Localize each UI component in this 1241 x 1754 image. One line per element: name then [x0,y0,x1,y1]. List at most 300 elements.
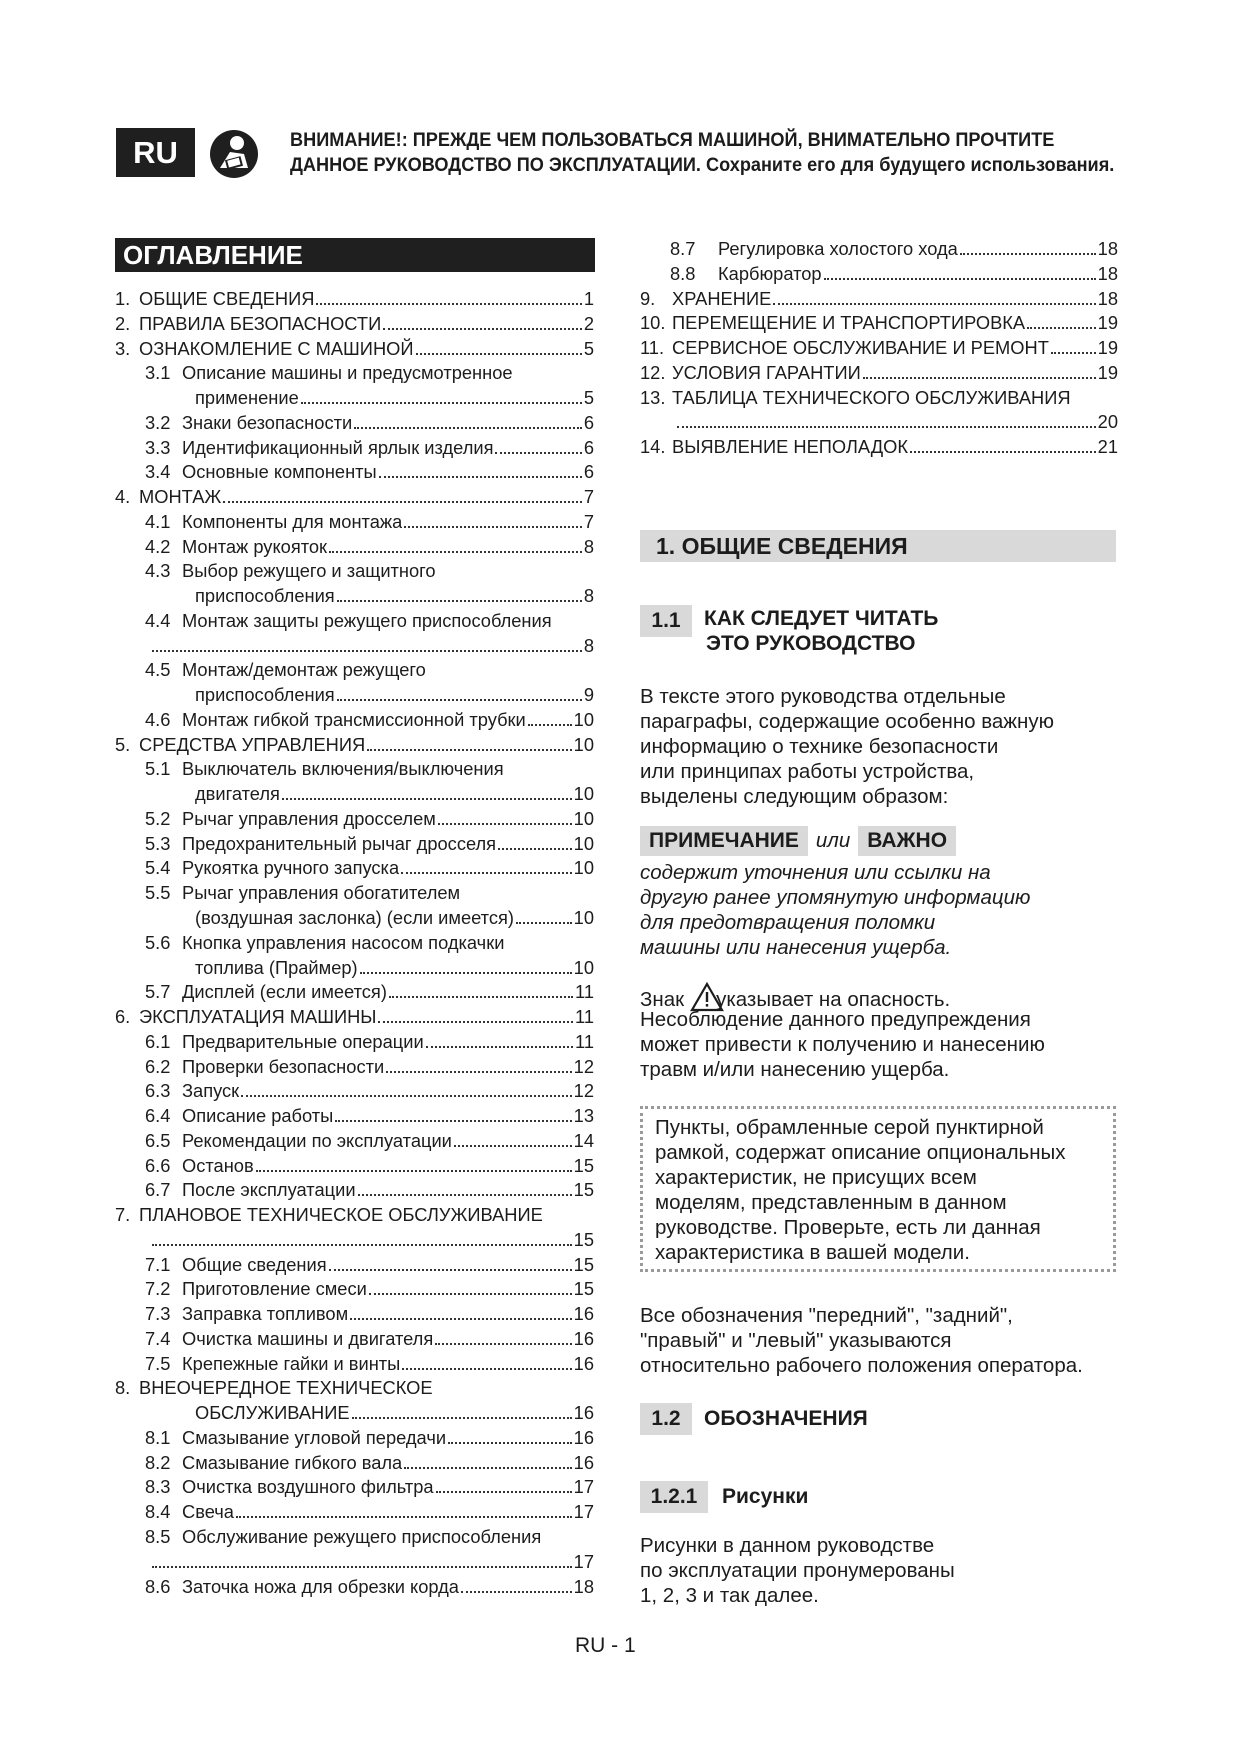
toc-entry-continuation[interactable] [150,1227,594,1252]
toc-entry-label: ВНЕОЧЕРЕДНОЕ ТЕХНИЧЕСКОЕ [139,1377,433,1399]
toc-leader-dots [241,1095,571,1097]
toc-entry-page: 15 [573,1253,594,1275]
toc-entry-label: УСЛОВИЯ ГАРАНТИИ [672,361,861,383]
toc-entry-label: Заправка топливом [182,1303,349,1325]
toc-entry-label: Выключатель включения/выключения [182,758,504,780]
toc-entry-label: ПЕРЕМЕЩЕНИЕ И ТРАНСПОРТИРОВКА [672,312,1026,334]
toc-entry-number: 3.3 [145,436,171,458]
toc-entry-number: 12. [640,361,666,383]
toc-entry-page: 19 [1097,337,1118,359]
toc-leader-dots [282,798,572,800]
toc-entry-number: 5.6 [145,931,171,953]
toc-entry[interactable] [145,1128,594,1153]
or-word: или [815,829,851,852]
toc-leader-dots [1027,327,1096,329]
toc-entry-page: 8 [583,585,594,607]
hazard-line: может привести к получению и нанесению [640,1033,1045,1056]
toc-entry[interactable] [145,410,594,435]
toc-entry-page: 12 [573,1055,594,1077]
toc-entry-number: 7.5 [145,1352,171,1374]
toc-entry-label: Крепежные гайки и винты [182,1352,401,1374]
toc-entry[interactable] [670,261,1118,286]
toc-leader-dots [435,1343,571,1345]
toc-entry-page: 20 [1097,411,1118,433]
toc-leader-dots [402,1368,571,1370]
toc-entry-label: Кнопка управления насосом подкачки [182,931,505,953]
toc-leader-dots [863,377,1096,379]
toc-entry-label: ВЫЯВЛЕНИЕ НЕПОЛАДОК [672,436,908,458]
toc-entry[interactable] [145,930,594,955]
warning-line-1: ВНИМАНИЕ!: ПРЕЖДЕ ЧЕМ ПОЛЬЗОВАТЬСЯ МАШИНОЙ, ВНИМАТЕЛЬНО ПРОЧТИТЕ [290,129,1055,151]
toc-entry-label: Приготовление смеси [182,1278,367,1300]
toc-entry-label: Выбор режущего и защитного [182,560,436,582]
toc-entry-continuation[interactable] [195,781,594,806]
toc-entry-label: (воздушная заслонка) (если имеется) [195,907,514,928]
toc-entry-label: Описание машины и предусмотренное [182,362,513,384]
toc-entry-label: Рукоятка ручного запуска [182,857,400,879]
toc-entry-label: ТАБЛИЦА ТЕХНИЧЕСКОГО ОБСЛУЖИВАНИЯ [672,386,1071,408]
toc-leader-dots [354,427,582,429]
toc-entry-continuation[interactable] [195,385,594,410]
toc-entry-page: 19 [1097,361,1118,383]
toc-entry-number: 7. [115,1204,131,1226]
section-1-1-title [704,606,938,656]
toc-entry[interactable] [145,1029,594,1054]
toc-entry[interactable] [145,1499,594,1524]
toc-entry-number: 7.4 [145,1327,171,1349]
toc-entry[interactable] [145,534,594,559]
toc-entry-number: 1. [115,288,131,309]
intro-line: или принципах работы устройства, [640,760,975,783]
toc-leader-dots [256,1170,572,1172]
toc-entry[interactable] [145,1326,594,1351]
toc-entry-number: 6.5 [145,1129,171,1151]
box-line: рамкой, содержат описание опциональных [655,1141,1066,1164]
note-line: другую ранее упомянутую информацию [640,886,1031,909]
toc-entry-label: применение [195,387,299,409]
toc-entry[interactable] [640,434,1118,459]
toc-leader-dots [360,972,572,974]
toc-entry-number: 6. [115,1006,131,1028]
directions-line: "правый" и "левый" указываются [640,1329,952,1352]
toc-entry[interactable] [145,979,594,1004]
toc-entry-label: Общие сведения [182,1253,327,1275]
toc-entry[interactable] [145,360,594,385]
toc-entry-page: 8 [583,634,594,656]
toc-leader-dots [495,452,581,454]
toc-leader-dots [960,253,1096,255]
toc-entry-number: 4.3 [145,560,171,582]
box-line: характеристик, не присущих всем [655,1166,977,1189]
toc-entry-label: Свеча [182,1501,234,1523]
toc-entry-label: Идентификационный ярлык изделия [182,436,494,458]
toc-entry-label: Предохранительный рычаг дросселя [182,832,497,854]
toc-entry-page: 10 [573,907,594,928]
toc-entry-number: 13. [640,386,666,408]
toc-entry[interactable] [145,880,594,905]
section-1-2-title: ОБОЗНАЧЕНИЯ [704,1407,868,1430]
toc-entry-page: 9 [583,684,594,706]
toc-entry[interactable] [145,657,594,682]
toc-entry-number: 10. [640,312,666,334]
toc-entry-number: 3.1 [145,362,171,384]
toc-entry-label: Описание работы [182,1105,334,1127]
toc-entry-label: СРЕДСТВА УПРАВЛЕНИЯ [139,733,366,755]
toc-entry-page: 16 [573,1402,594,1424]
toc-leader-dots [383,328,582,330]
toc-entry-label: ХРАНЕНИЕ [672,287,772,309]
toc-entry-number: 8.7 [670,238,696,259]
toc-entry-label: Монтаж/демонтаж режущего [182,659,426,681]
toc-entry-continuation[interactable] [150,633,594,658]
toc-entry[interactable] [145,1351,594,1376]
toc-entry-label: ОБСЛУЖИВАНИЕ [195,1402,350,1424]
toc-entry-label: приспособления [195,684,335,706]
toc-leader-dots [404,526,582,528]
toc-entry-page: 10 [573,857,594,879]
important-tag: ВАЖНО [858,826,956,856]
toc-entry[interactable] [145,855,594,880]
toc-entry-number: 3. [115,337,131,359]
warning-line-2: ДАННОЕ РУКОВОДСТВО ПО ЭКСПЛУАТАЦИИ. Сохраните его для будущего использования. [290,154,1115,176]
toc-leader-dots [677,426,1096,428]
toc-entry[interactable] [115,1375,594,1400]
toc-entry-page: 13 [573,1105,594,1127]
toc-entry-number: 6.3 [145,1080,171,1102]
toc-entry[interactable] [115,1202,594,1227]
toc-entry-page: 10 [573,783,594,805]
toc-entry-page: 10 [573,832,594,854]
toc-entry[interactable] [115,336,594,361]
section-1-2-1-number: 1.2.1 [640,1481,708,1513]
toc-entry[interactable] [115,311,594,336]
toc-entry-page: 10 [573,807,594,829]
toc-entry[interactable] [145,1450,594,1475]
intro-line: параграфы, содержащие особенно важную [640,710,1054,733]
box-line: моделям, представленным в данном [655,1191,1007,1214]
toc-entry-number: 7.2 [145,1278,171,1300]
toc-entry-number: 5.3 [145,832,171,854]
toc-entry[interactable] [145,608,594,633]
toc-entry-label: топлива (Праймер) [195,956,358,978]
toc-entry-number: 8.6 [145,1575,171,1597]
toc-entry-number: 4.4 [145,609,171,631]
toc-entry-page: 15 [573,1154,594,1176]
intro-line: информацию о технике безопасности [640,735,999,758]
toc-leader-dots [223,501,582,503]
toc-entry-continuation[interactable] [195,1400,594,1425]
toc-entry[interactable] [145,1474,594,1499]
toc-entry[interactable] [145,1252,594,1277]
toc-entry[interactable] [640,310,1118,335]
toc-leader-dots [448,1442,572,1444]
toc-entry-page: 1 [583,288,594,309]
toc-entry-page: 17 [573,1550,594,1572]
box-line: характеристика в вашей модели. [655,1241,970,1264]
toc-entry-page: 6 [583,461,594,483]
section-1-1-number: 1.1 [640,605,692,637]
note-line: содержит уточнения или ссылки на [640,861,991,884]
toc-entry-label: Останов [182,1154,254,1176]
toc-entry-page: 10 [573,708,594,730]
toc-leader-dots [350,1318,572,1320]
toc-entry[interactable] [640,335,1118,360]
toc-entry-page: 17 [573,1476,594,1498]
toc-leader-dots [337,699,582,701]
note-tag: ПРИМЕЧАНИЕ [640,826,808,856]
toc-entry-number: 6.1 [145,1030,171,1052]
toc-entry-number: 5. [115,733,131,755]
toc-entry[interactable] [145,435,594,460]
toc-entry-number: 7.3 [145,1303,171,1325]
note-line: для предотвращения поломки [640,911,936,934]
figures-paragraph [640,1533,955,1608]
toc-entry-page: 18 [1097,238,1118,259]
toc-leader-dots [329,1269,572,1271]
toc-leader-dots [404,1467,571,1469]
figures-line: 1, 2, 3 и так далее. [640,1584,819,1607]
toc-entry-page: 12 [573,1080,594,1102]
toc-entry-number: 5.1 [145,758,171,780]
toc-leader-dots [436,1491,572,1493]
toc-leader-dots [369,1293,572,1295]
section-1-1-title-line-1: КАК СЛЕДУЕТ ЧИТАТЬ [704,607,939,630]
toc-entry[interactable] [145,756,594,781]
directions-line: относительно рабочего положения оператора. [640,1354,1083,1377]
optional-features-text [655,1115,1066,1265]
toc-title: ОГЛАВЛЕНИЕ [115,238,595,272]
toc-entry-page: 15 [573,1228,594,1250]
toc-leader-dots [152,1566,572,1568]
toc-entry[interactable] [145,1276,594,1301]
toc-entry[interactable] [145,806,594,831]
toc-entry-number: 7.1 [145,1253,171,1275]
box-line: Пункты, обрамленные серой пунктирной [655,1116,1044,1139]
warning-text [290,128,1127,178]
toc-entry-label: Смазывание гибкого вала [182,1451,403,1473]
toc-entry-label: Знаки безопасности [182,411,353,433]
toc-entry[interactable] [145,459,594,484]
sign-prefix: Знак [640,988,685,1011]
toc-entry-number: 6.7 [145,1179,171,1201]
toc-entry[interactable] [640,385,1118,410]
toc-entry-label: Очистка воздушного фильтра [182,1476,434,1498]
toc-entry-page: 19 [1097,312,1118,334]
toc-entry-number: 6.4 [145,1105,171,1127]
toc-entry-page: 11 [575,1006,594,1028]
toc-entry[interactable] [145,1574,594,1599]
toc-entry[interactable] [145,1054,594,1079]
toc-entry-page: 11 [575,1030,594,1052]
toc-entry[interactable] [145,1524,594,1549]
toc-entry-label: Монтаж защиты режущего приспособления [182,609,552,631]
toc-entry-page: 16 [573,1451,594,1473]
toc-entry-number: 5.2 [145,807,171,829]
toc-entry-page: 16 [573,1303,594,1325]
toc-entry-label: ОБЩИЕ СВЕДЕНИЯ [139,288,315,309]
toc-entry-label: Заточка ножа для обрезки корда [182,1575,459,1597]
toc-entry-label: Рычаг управления обогатителем [182,882,461,904]
toc-entry-number: 6.2 [145,1055,171,1077]
toc-entry-page: 2 [583,312,594,334]
toc-leader-dots [1051,352,1096,354]
hazard-description [640,1007,1045,1082]
toc-entry-page: 15 [573,1278,594,1300]
toc-leader-dots [316,303,581,305]
toc-entry[interactable] [115,484,594,509]
note-description [640,860,1030,960]
toc-leader-dots [498,848,572,850]
toc-entry-page: 21 [1097,436,1118,458]
toc-entry[interactable] [145,707,594,732]
toc-leader-dots [910,451,1096,453]
toc-entry-label: Предварительные операции [182,1030,424,1052]
toc-entry[interactable] [145,1425,594,1450]
section-1-2-1-title: Рисунки [722,1485,809,1508]
toc-leader-dots [367,749,571,751]
toc-entry-number: 11. [640,337,665,359]
toc-entry-page: 10 [573,956,594,978]
toc-entry-label: Дисплей (если имеется) [182,981,387,1003]
toc-leader-dots [378,1021,573,1023]
toc-entry-page: 18 [573,1575,594,1597]
toc-entry-number: 5.5 [145,882,171,904]
toc-entry-continuation[interactable] [195,955,594,980]
toc-entry-label: ПРАВИЛА БЕЗОПАСНОСТИ [139,312,382,334]
toc-entry-continuation[interactable] [195,583,594,608]
toc-leader-dots [337,600,582,602]
toc-entry-page: 7 [583,486,594,508]
toc-entry[interactable] [145,1103,594,1128]
toc-leader-dots [301,402,582,404]
toc-entry-label: Компоненты для монтажа [182,510,403,532]
toc-entry-number: 9. [640,287,656,309]
toc-entry-page: 16 [573,1352,594,1374]
toc-entry-label: Рекомендации по эксплуатации [182,1129,452,1151]
toc-entry-page: 18 [1097,287,1118,309]
toc-entry-label: Рычаг управления дросселем [182,807,436,829]
toc-leader-dots [386,1071,571,1073]
toc-leader-dots [329,551,582,553]
toc-entry-continuation[interactable] [675,409,1118,434]
toc-entry[interactable] [145,1078,594,1103]
toc-entry-label: Монтаж гибкой трансмиссионной трубки [182,708,526,730]
toc-entry-page: 14 [573,1129,594,1151]
toc-entry-number: 3.4 [145,461,171,483]
directions-line: Все обозначения "передний", "задний", [640,1304,1013,1327]
toc-entry[interactable] [115,286,594,311]
toc-entry-number: 4.5 [145,659,171,681]
toc-entry-number: 5.4 [145,857,171,879]
toc-entry-page: 17 [573,1501,594,1523]
toc-entry-label: СЕРВИСНОЕ ОБСЛУЖИВАНИЕ И РЕМОНТ [672,337,1049,359]
toc-entry[interactable] [145,831,594,856]
toc-entry-label: ЭКСПЛУАТАЦИЯ МАШИНЫ [139,1006,377,1028]
figures-line: Рисунки в данном руководстве [640,1534,935,1557]
toc-entry-label: МОНТАЖ [139,486,222,508]
toc-entry-label: ПЛАНОВОЕ ТЕХНИЧЕСКОЕ ОБСЛУЖИВАНИЕ [139,1204,543,1226]
toc-entry-page: 6 [583,411,594,433]
intro-paragraph [640,684,1054,809]
toc-leader-dots [236,1516,572,1518]
hazard-line: Несоблюдение данного предупреждения [640,1008,1031,1031]
sign-suffix: указывает на опасность. [716,988,951,1011]
toc-entry[interactable] [115,1004,594,1029]
intro-line: выделены следующим образом: [640,785,949,808]
toc-entry-label: приспособления [195,585,335,607]
toc-entry-page: 16 [573,1426,594,1448]
note-important-row [640,826,956,856]
toc-leader-dots [379,476,582,478]
intro-line: В тексте этого руководства отдельные [640,685,1006,708]
toc-leader-dots [152,650,582,652]
toc-entry-number: 4. [115,486,131,508]
language-badge: RU [116,128,195,177]
toc-entry[interactable] [640,360,1118,385]
toc-entry[interactable] [145,1177,594,1202]
toc-entry[interactable] [145,558,594,583]
toc-entry-label: Монтаж рукояток [182,535,328,557]
toc-entry-number: 5.7 [145,981,171,1003]
toc-entry[interactable] [670,236,1118,261]
toc-entry[interactable] [145,1301,594,1326]
toc-entry[interactable] [640,286,1118,311]
toc-entry-number: 6.6 [145,1154,171,1176]
box-line: руководстве. Проверьте, есть ли данная [655,1216,1041,1239]
toc-leader-dots [416,353,582,355]
toc-entry-continuation[interactable] [195,905,594,930]
note-line: машины или нанесения ущерба. [640,936,952,959]
toc-entry-label: Очистка машины и двигателя [182,1327,434,1349]
toc-entry[interactable] [115,732,594,757]
hazard-line: травм и/или нанесению ущерба. [640,1058,950,1081]
toc-entry-page: 5 [583,387,594,409]
toc-entry-number: 8.5 [145,1526,171,1547]
page-number: RU - 1 [575,1634,636,1657]
toc-entry-label: Запуск [182,1080,240,1102]
toc-entry-continuation[interactable] [150,1549,594,1574]
toc-leader-dots [352,1417,572,1419]
toc-leader-dots [824,278,1096,280]
toc-entry-page: 10 [573,733,594,755]
toc-leader-dots [438,823,572,825]
toc-entry-number: 14. [640,436,666,458]
toc-entry[interactable] [145,1153,594,1178]
directions-paragraph [640,1303,1083,1378]
toc-entry-continuation[interactable] [195,682,594,707]
section-1-1-title-line-2: ЭТО РУКОВОДСТВО [706,632,916,655]
toc-entry-page: 18 [1097,262,1118,284]
toc-leader-dots [152,1244,572,1246]
toc-entry-label: Основные компоненты [182,461,377,483]
toc-entry-label: Регулировка холостого хода [718,238,958,259]
toc-entry-number: 2. [115,312,131,334]
toc-entry-number: 8.8 [670,262,696,284]
toc-entry-number: 4.1 [145,510,171,532]
toc-entry-label: Карбюратор [718,262,822,284]
toc-entry-page: 7 [583,510,594,532]
toc-entry-page: 8 [583,535,594,557]
toc-leader-dots [401,872,572,874]
toc-entry-label: Обслуживание режущего приспособления [182,1526,542,1547]
toc-entry-number: 8.4 [145,1501,171,1523]
toc-entry-label: Проверки безопасности [182,1055,385,1077]
toc-leader-dots [389,996,573,998]
toc-entry-number: 8.1 [145,1426,171,1448]
figures-line: по эксплуатации пронумерованы [640,1559,955,1582]
toc-leader-dots [454,1145,572,1147]
toc-entry[interactable] [145,509,594,534]
